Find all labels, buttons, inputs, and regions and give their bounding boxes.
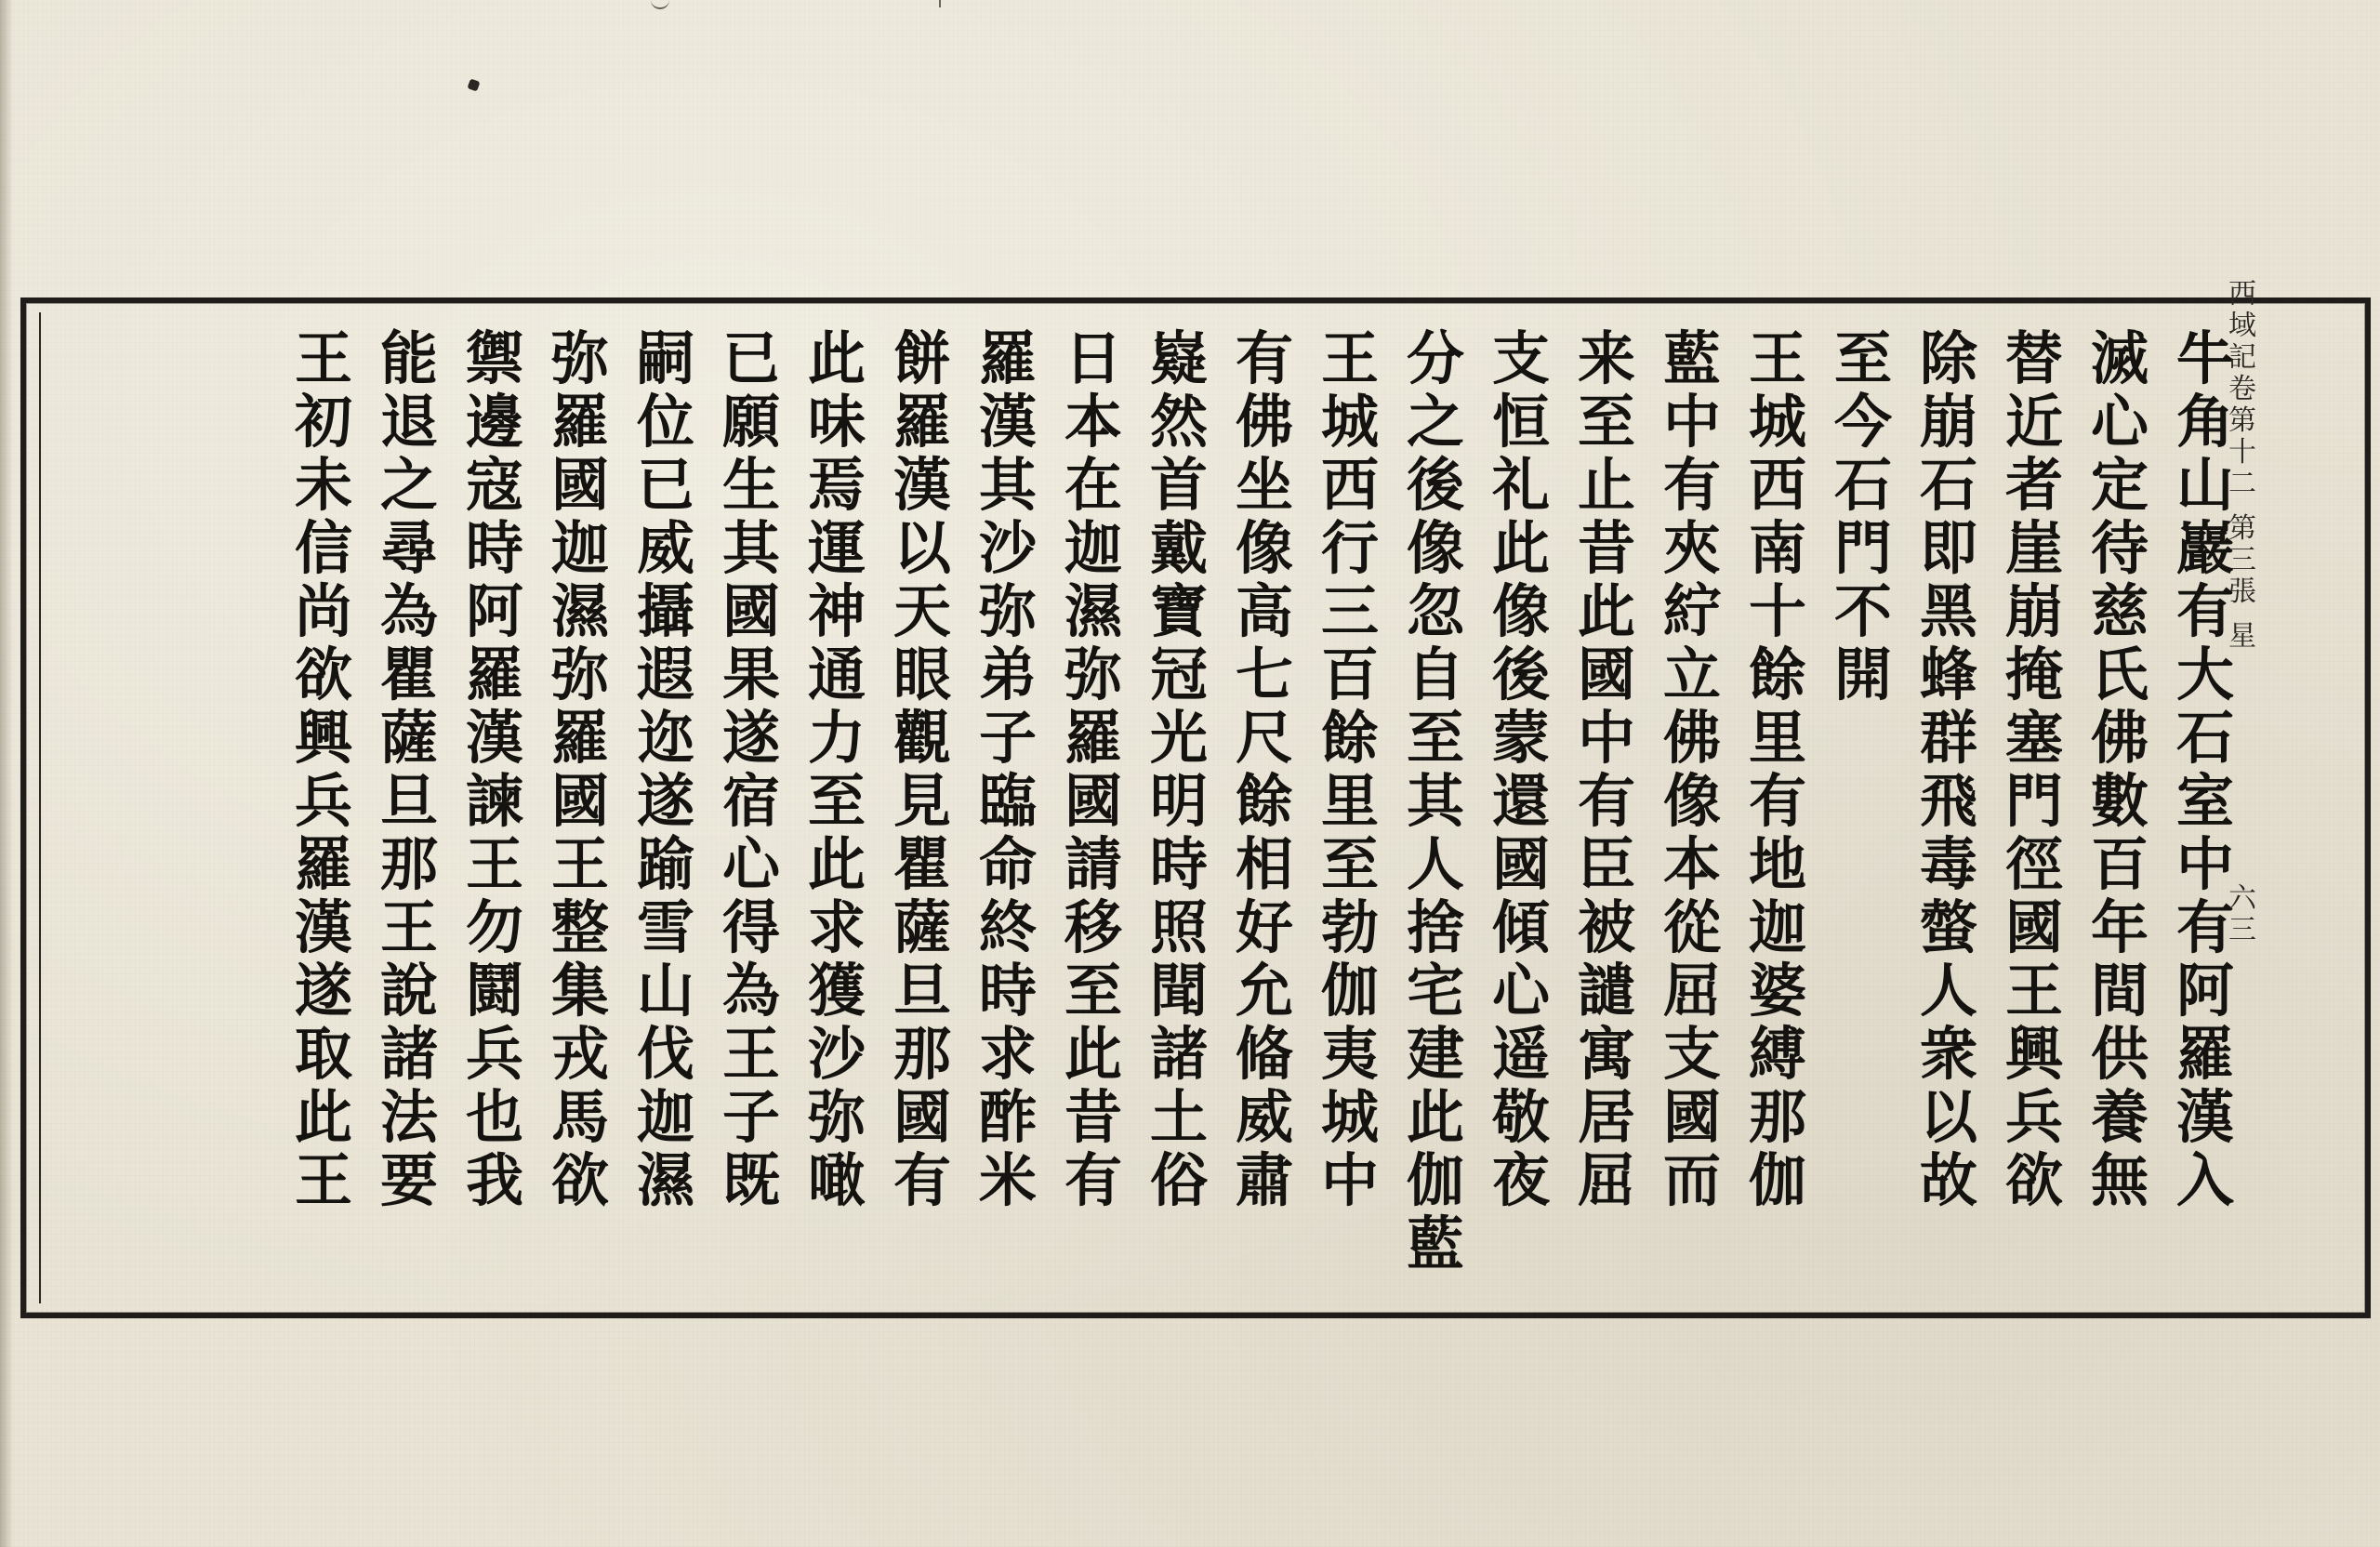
margin-heading bbox=[2224, 279, 2261, 666]
text-column: 王城西行三百餘里至勃伽夷城中 bbox=[1320, 324, 1379, 1214]
text-column: 已願生其國果遂宿心得為王子既 bbox=[721, 324, 780, 1214]
text-column: 王初未信尚欲興兵羅漢遂取此王 bbox=[294, 324, 352, 1214]
text-column: 滅心定待慈氏佛數百年間供養無 bbox=[2090, 324, 2149, 1214]
text-column: 禦邊寇時阿羅漢諫王勿鬪兵也我 bbox=[465, 324, 523, 1214]
text-column: 嗣位已威攝遐迩遂踰雪山伐迦濕 bbox=[636, 324, 694, 1214]
page-number: 六三 bbox=[2228, 882, 2256, 946]
text-column: 羅漢其沙弥弟子臨命終時求酢米 bbox=[978, 324, 1037, 1214]
text-column: 来至止昔此國中有臣被譴寓居屈 bbox=[1577, 324, 1635, 1214]
text-column: 王城西南十餘里有地迦婆縛那伽 bbox=[1748, 324, 1806, 1214]
text-column: 牛角山巖有大石室中有阿羅漢入 bbox=[2175, 324, 2234, 1214]
series-mark: 星 bbox=[2228, 620, 2256, 653]
text-frame bbox=[20, 298, 2371, 1318]
text-column: 嶷然首戴寶冠光明時照聞諸土俗 bbox=[1149, 324, 1208, 1214]
sheet-number: 第三張 bbox=[2228, 512, 2256, 608]
text-column: 分之後像忽自至其人捨宅建此伽藍 bbox=[1406, 324, 1464, 1277]
text-columns bbox=[54, 316, 2248, 1311]
text-column: 支恒礼此像後蒙還國傾心遥敬夜 bbox=[1491, 324, 1550, 1214]
text-column: 弥羅國迦濕弥羅國王整集戎馬欲 bbox=[550, 324, 609, 1214]
text-column: 藍中有夾紵立佛像本從屈支國而 bbox=[1662, 324, 1721, 1214]
text-column: 有佛坐像高七尺餘相好允偹威肅 bbox=[1235, 324, 1293, 1214]
text-column: 日本在迦濕弥羅國請移至此昔有 bbox=[1064, 324, 1122, 1214]
book-title: 西域記卷第十二 bbox=[2228, 278, 2256, 500]
text-column: 能退之尋為瞿薩旦那王說諸法要 bbox=[379, 324, 438, 1214]
text-column: 除崩石即黑蜂群飛毒螫人衆以故 bbox=[1919, 324, 1977, 1214]
text-column: 至今石門不開 bbox=[1833, 324, 1892, 708]
text-column: 餅羅漢以天眼觀見瞿薩旦那國有 bbox=[892, 324, 951, 1214]
text-column: 替近者崖崩掩塞門徑國王興兵欲 bbox=[2004, 324, 2063, 1214]
thread-mark bbox=[939, 0, 946, 7]
binding-shadow bbox=[0, 0, 13, 1547]
text-column: 此味焉運神通力至此求獲沙弥噉 bbox=[807, 324, 866, 1214]
